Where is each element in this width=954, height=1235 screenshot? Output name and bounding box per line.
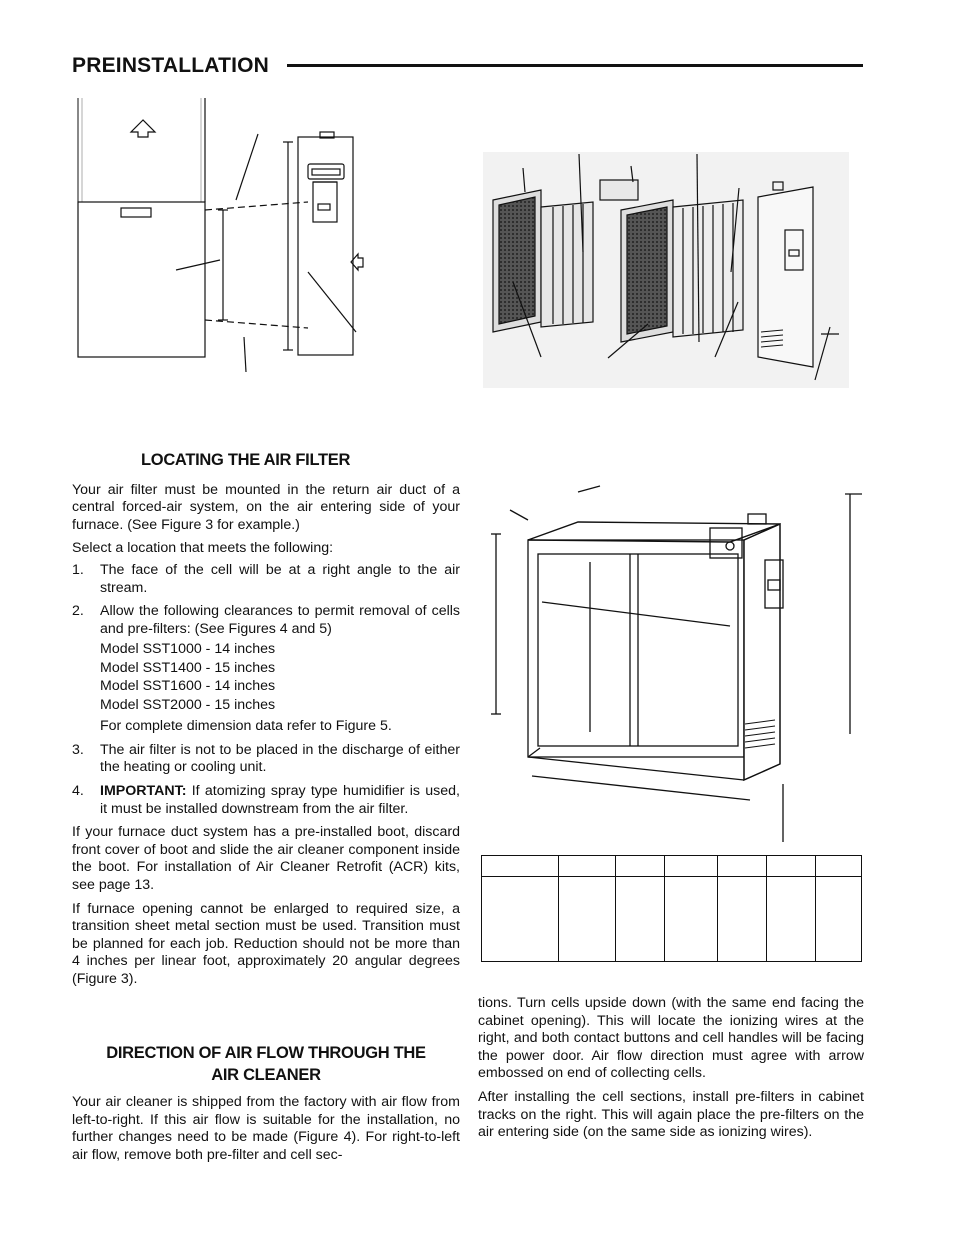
- list-text: The face of the cell will be at a right angle to the air stream.: [100, 561, 460, 596]
- direction-paragraph-2: tions. Turn cells upside down (with the same end facing the cabinet opening). This will locate the ionizing wires at the right, and both contact buttons and cell handles will be facing the power door. Air flow direction must agree with arrow embossed on end of collecting cells.: [478, 995, 864, 1082]
- table-cell: [616, 856, 665, 877]
- table-cell: [665, 856, 718, 877]
- requirements-list-cont: [72, 742, 460, 818]
- model-clearances: [72, 640, 460, 736]
- table-cell: [559, 877, 616, 962]
- figure-dimensioned-cabinet: [480, 484, 865, 844]
- figure-exploded-view: [483, 152, 849, 388]
- list-text: The air filter is not to be placed in the discharge of either the heating or cooling unit.: [100, 741, 460, 776]
- table-cell: [718, 877, 767, 962]
- requirements-list: [72, 562, 460, 638]
- list-item: [72, 603, 460, 638]
- list-number: 4.: [72, 783, 84, 800]
- table-cell: [559, 856, 616, 877]
- list-item: [72, 742, 460, 777]
- table-cell: [482, 877, 559, 962]
- list-text: If atomizing spray type humidifier is used, it must be installed downstream from the air filter.: [100, 783, 460, 817]
- section-heading-locating: LOCATING THE AIR FILTER: [141, 451, 351, 469]
- dimension-reference: For complete dimension data refer to Figure 5.: [100, 718, 392, 735]
- model-line: Model SST1600 - 14 inches: [100, 678, 276, 695]
- model-line: Model SST1400 - 15 inches: [100, 659, 276, 676]
- table-cell: [816, 856, 862, 877]
- boot-paragraph: If your furnace duct system has a pre-installed boot, discard front cover of boot and slide the air cleaner component inside the boot. For installation of Air Cleaner Retrofit (ACR) kits, see page 13.: [72, 824, 460, 893]
- figure-furnace-install: [68, 92, 368, 382]
- table-cell: [767, 877, 816, 962]
- list-number: 1.: [72, 561, 84, 578]
- table-cell: [665, 877, 718, 962]
- right-column: [478, 995, 864, 1148]
- direction-paragraph-3: After installing the cell sections, install pre-filters in cabinet tracks on the right. This will again place the pre-filters on the air entering side (on the same side as ionizing wires).: [478, 1088, 864, 1141]
- left-column: [72, 452, 460, 995]
- table-cell: [616, 877, 665, 962]
- table-cell: [482, 856, 559, 877]
- heading-line: DIRECTION OF AIR FLOW THROUGH THE: [106, 1044, 426, 1062]
- dimension-table: [481, 855, 862, 962]
- transition-paragraph: If furnace opening cannot be enlarged to required size, a transition sheet metal section must be used. Transition must be planned for each job. Reduction should not be more than 4 inches per linear foot, approximately 20 angular degrees (Figure 3).: [72, 900, 460, 987]
- table-cell: [767, 856, 816, 877]
- locating-select: Select a location that meets the following:: [72, 540, 334, 557]
- section-heading-direction: [72, 1042, 460, 1086]
- list-number: 2.: [72, 603, 84, 620]
- table-cell: [816, 877, 862, 962]
- model-line: Model SST2000 - 15 inches: [100, 696, 276, 713]
- locating-intro: Your air filter must be mounted in the return air duct of a central forced-air system, on the air entering side of your furnace. (See Figure 3 for example.): [72, 481, 460, 533]
- model-line: Model SST1000 - 14 inches: [100, 641, 276, 658]
- important-label: IMPORTANT:: [100, 783, 187, 800]
- table-cell: [718, 856, 767, 877]
- list-number: 3.: [72, 741, 84, 758]
- page-title: PREINSTALLATION: [72, 54, 270, 77]
- list-item: [72, 562, 460, 597]
- direction-section: [72, 1042, 460, 1170]
- title-rule: [287, 64, 863, 67]
- direction-paragraph-1: Your air cleaner is shipped from the factory with air flow from left-to-right. If this air flow is suitable for the installation, no further changes need to be made (Figure 4). For right-to-left air flow, remove both pre-filter and cell sec-: [72, 1094, 460, 1163]
- list-item: [72, 783, 460, 818]
- heading-line: AIR CLEANER: [211, 1066, 321, 1084]
- list-text: Allow the following clearances to permit removal of cells and pre-filters: (See Figures 4 and 5): [100, 603, 460, 637]
